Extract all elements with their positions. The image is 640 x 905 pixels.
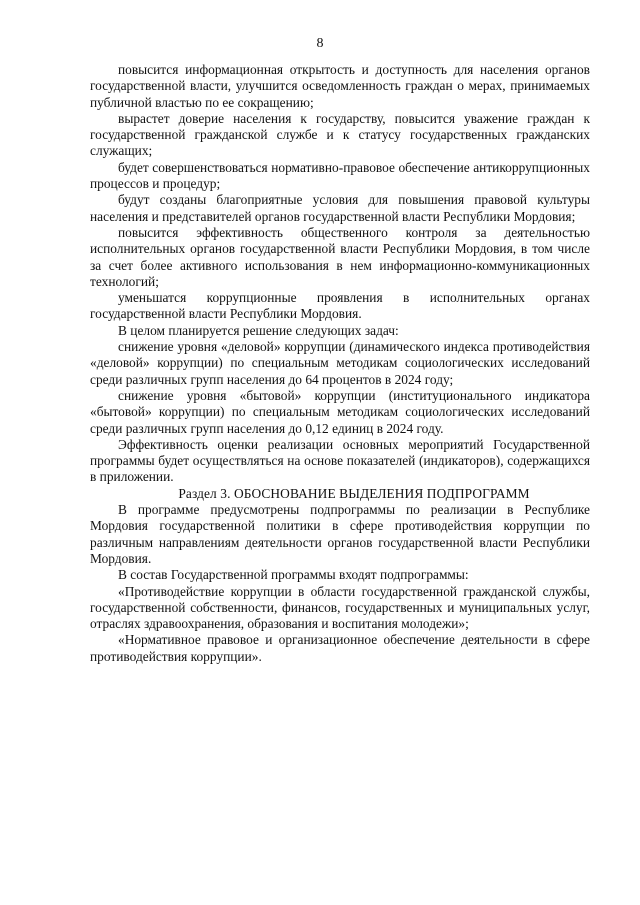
paragraph: будет совершенствоваться нормативно-правовое обеспечение антикоррупционных процессов и процедур; [90, 159, 590, 192]
paragraph: Эффективность оценки реализации основных мероприятий Государственной программы будет осуществляться на основе показателей (индикаторов), содержащихся в приложении. [90, 436, 590, 485]
paragraph: будут созданы благоприятные условия для повышения правовой культуры населения и представителей органов государственной власти Республики Мордовия; [90, 192, 590, 224]
paragraph: повысится эффективность общественного контроля за деятельностью исполнительных органов государственной власти Республики Мордовия, в том числе за счет более активного использования в нем информационно-коммуникационных технологий; [90, 224, 590, 289]
paragraph: В программе предусмотрены подпрограммы по реализации в Республике Мордовия государственной политики в сфере противодействия коррупции по различным направлениям деятельности органов государственной власти Республики Мордовия. [90, 502, 590, 566]
paragraph: уменьшатся коррупционные проявления в исполнительных органах государственной власти Республики Мордовия. [90, 290, 590, 322]
paragraph: снижение уровня «бытовой» коррупции (институционального индикатора «бытовой» коррупции) по специальным методикам социологических исследований среди различных групп населения до 0,12 единиц в 2024 году. [90, 387, 590, 436]
paragraph: «Противодействие коррупции в области государственной гражданской службы, государственной собственности, финансов, государственных и муниципальных услуг, отраслях здравоохранения, образования и воспитания молодежи»; [90, 583, 590, 632]
paragraph: В целом планируется решение следующих задач: [118, 322, 399, 338]
paragraph: повысится информационная открытость и доступность для населения органов государственной власти, улучшится осведомленность граждан о мерах, принимаемых публичной властью по ее сокращению; [90, 62, 590, 110]
section-heading: Раздел 3. ОБОСНОВАНИЕ ВЫДЕЛЕНИЯ ПОДПРОГРАММ [178, 485, 530, 501]
paragraph: В состав Государственной программы входят подпрограммы: [118, 567, 469, 583]
document-body [90, 62, 590, 665]
page-number: 8 [316, 36, 324, 51]
paragraph: вырастет доверие населения к государству, повысится уважение граждан к государственной гражданской службе и к статусу государственных гражданских служащих; [90, 110, 590, 159]
paragraph: «Нормативное правовое и организационное обеспечение деятельности в сфере противодействия коррупции». [90, 632, 590, 664]
paragraph: снижение уровня «деловой» коррупции (динамического индекса противодействия «деловой» коррупции) по специальным методикам социологических исследований среди различных групп населения до 64 процентов в 2024 году; [90, 339, 590, 387]
